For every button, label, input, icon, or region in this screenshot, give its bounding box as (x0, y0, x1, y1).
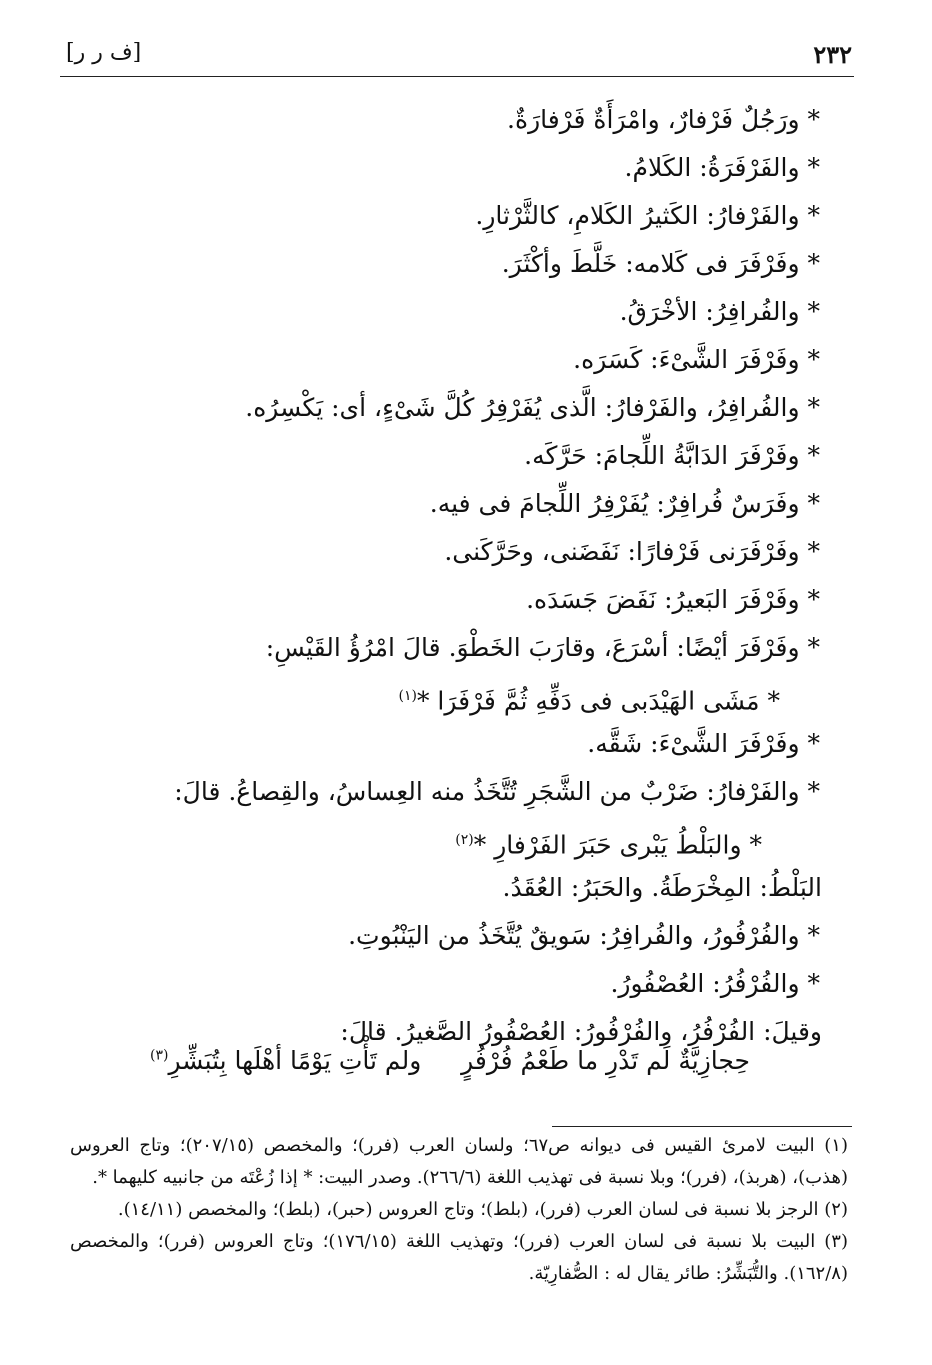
entry-line: * وفَرْفَرَنى فَرْفارًا: نَفَضَنى، وحَرَّكَنى. (444, 537, 820, 566)
couplet-second-hemistich: ولم تَأْتِ يَوْمًا أهْلَها بِتُبَشِّرِ (168, 1046, 422, 1075)
verse-text: * مَشَى الهَيْدَبى فى دَفِّهِ ثُمَّ فَرْفَرَا * (416, 686, 780, 716)
couplet-first-hemistich: حِجازِيَّةٌ لَم تَدْرِ ما طَعْمُ فُرْفُرٍ (461, 1046, 750, 1075)
verse-text: * والبَلْطُ يَبْرى حَبَرَ الفَرْفارِ * (473, 830, 762, 860)
entry-line: * والفُرافِرُ: الأخْرَقُ. (619, 297, 820, 326)
entry-line: * والفُرْفُرُ: العُصْفُورُ. (610, 969, 820, 998)
footnote-divider (552, 1126, 852, 1127)
footnote-marker: (١) (398, 688, 417, 704)
entry-line: * والفَرْفَرَةُ: الكَلامُ. (624, 153, 820, 182)
poetry-couplet (150, 1046, 750, 1075)
footnote-item: (٣) البيت بلا نسبة فى لسان العرب (فرر)؛ وتهذيب اللغة (١٧٦/١٥)؛ وتاج العروس (فرر)؛ والمخصص (١٦٢/٨). والتُّبَشِّرُ: طائر يقال له : الصُّفارِيّة. (70, 1231, 848, 1284)
entry-line: * ورَجُلٌ فَرْفارٌ، وامْرَأَةٌ فَرْفارَةٌ. (507, 105, 820, 134)
couplet-second-hemistich-wrap (150, 1046, 421, 1075)
verse-line (60, 672, 820, 720)
footnote-marker: (٣) (150, 1047, 169, 1064)
footnote-marker: (٢) (455, 832, 474, 848)
footnote-item: (١) البيت لامرئ القيس فى ديوانه ص٦٧؛ ولسان العرب (فرر)؛ والمخصص (٢٠٧/١٥)؛ وتاج العروس (هذب)، (هربذ)، (فرر)؛ وبلا نسبة فى تهذيب اللغة (٢٦٦/٦). وصدر البيت: * إذا زُعْتَه من جانبيه كليهما *. (70, 1135, 848, 1188)
header-divider (60, 76, 854, 77)
entry-line: * وفَرْفَرَ أيْضًا: أسْرَعَ، وقارَبَ الخَطْوَ. قالَ امْرُؤُ القَيْسِ: (265, 633, 820, 662)
dictionary-entry-text (60, 96, 820, 1056)
entry-line: * وفَرْفَرَ البَعيرُ: نَفَضَ جَسَدَه. (526, 585, 820, 614)
entry-line: * والفَرْفارُ: ضَرْبٌ من الشَّجَرِ تُتَّخَذُ منه العِساسُ، والقِصاعُ. قالَ: (174, 777, 820, 806)
entry-line: البَلْطُ: المِخْرَطَةُ. والحَبَرُ: العُقَدُ. (502, 873, 822, 902)
footnotes-section (70, 1130, 848, 1290)
entry-line: * وفَرَسٌ فُرافِرٌ: يُفَرْفِرُ اللِّجامَ فى فيه. (429, 489, 820, 518)
entry-line: * وفَرْفَرَ الدَابَّةُ اللِّجامَ: حَرَّكَه. (524, 441, 820, 470)
entry-line: وقيلَ: الفُرْفُرُ، والفُرْفُورُ: العُصْفُورُ الصَّغيرُ. قالَ: (340, 1017, 822, 1046)
page-number: ٢٣٢ (813, 40, 852, 69)
entry-line: * وفَرْفَرَ الشَّىْءَ: شَقَّه. (587, 729, 820, 758)
entry-line: * والفَرْفارُ: الكَثيرُ الكَلامِ، كالثَّرْثارِ. (475, 201, 820, 230)
entry-line: * وفَرْفَرَ فى كَلامه: خَلَّطَ وأكْثَرَ. (501, 249, 820, 278)
entry-line: * والفُرْفُورُ، والفُرافِرُ: سَويقٌ يُتَّخَذُ من اليَنْبُوتِ. (348, 921, 820, 950)
verse-line (60, 816, 820, 864)
entry-line: * وفَرْفَرَ الشَّىْءَ: كَسَرَه. (573, 345, 820, 374)
entry-line: * والفُرافِرُ، والفَرْفارُ: الَّذى يُفَرْفِرُ كُلَّ شَىْءٍ، أى: يَكْسِرُه. (245, 393, 820, 422)
root-letters-label: [ف ر ر] (66, 40, 142, 65)
footnote-item: (٢) الرجز بلا نسبة فى لسان العرب (فرر)، (بلط)؛ وتاج العروس (حبر)، (بلط)؛ والمخصص (١٤/١١). (117, 1199, 848, 1220)
